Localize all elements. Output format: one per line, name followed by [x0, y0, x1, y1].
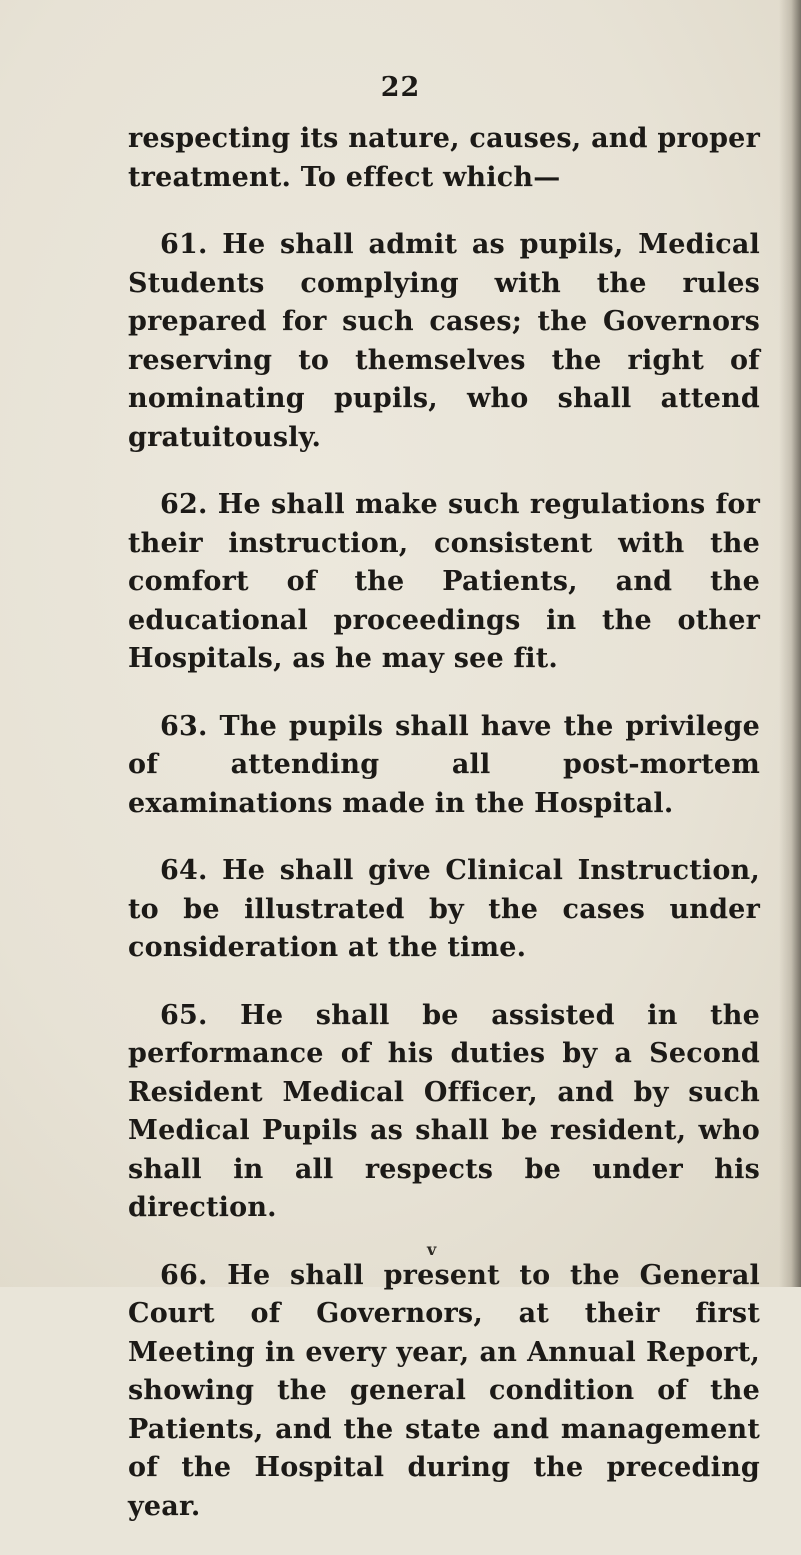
page-edge-shadow — [779, 0, 801, 1287]
paragraph-62: 62. He shall make such regulations for their instruction, consistent with the comfort of the Patients, and the educational proceedings in the other Hospitals, as he may see fit. — [128, 489, 760, 674]
paragraph-61: 61. He shall admit as pupils, Medical Students complying with the rules prepared for such cases; the Governors reserving to themselves the right of nominating pupils, who shall attend gratuitously. — [128, 229, 760, 453]
printer-signature-mark: v — [427, 1240, 437, 1259]
paragraph-continuation: respecting its nature, causes, and proper treatment. To effect which— — [128, 123, 760, 193]
paragraph-66: 66. He shall present to the General Court of Governors, at their first Meeting in every year, an Annual Report, showing the general condition of the Patients, and the state and management of the Hospital during the preceding year. — [128, 1259, 760, 1522]
paragraph-63: 63. The pupils shall have the privilege of attending all post-mortem examinations made in the Hospital. — [128, 710, 760, 819]
body-text — [128, 120, 760, 1555]
paragraph-65: 65. He shall be assisted in the performance of his duties by a Second Resident Medical Officer, and by such Medical Pupils as shall be resident, who shall in all respects be under his direction. — [128, 999, 760, 1223]
paragraph-64: 64. He shall give Clinical Instruction, to be illustrated by the cases under consideration at the time. — [128, 855, 760, 963]
page-number: 22 — [380, 72, 421, 103]
